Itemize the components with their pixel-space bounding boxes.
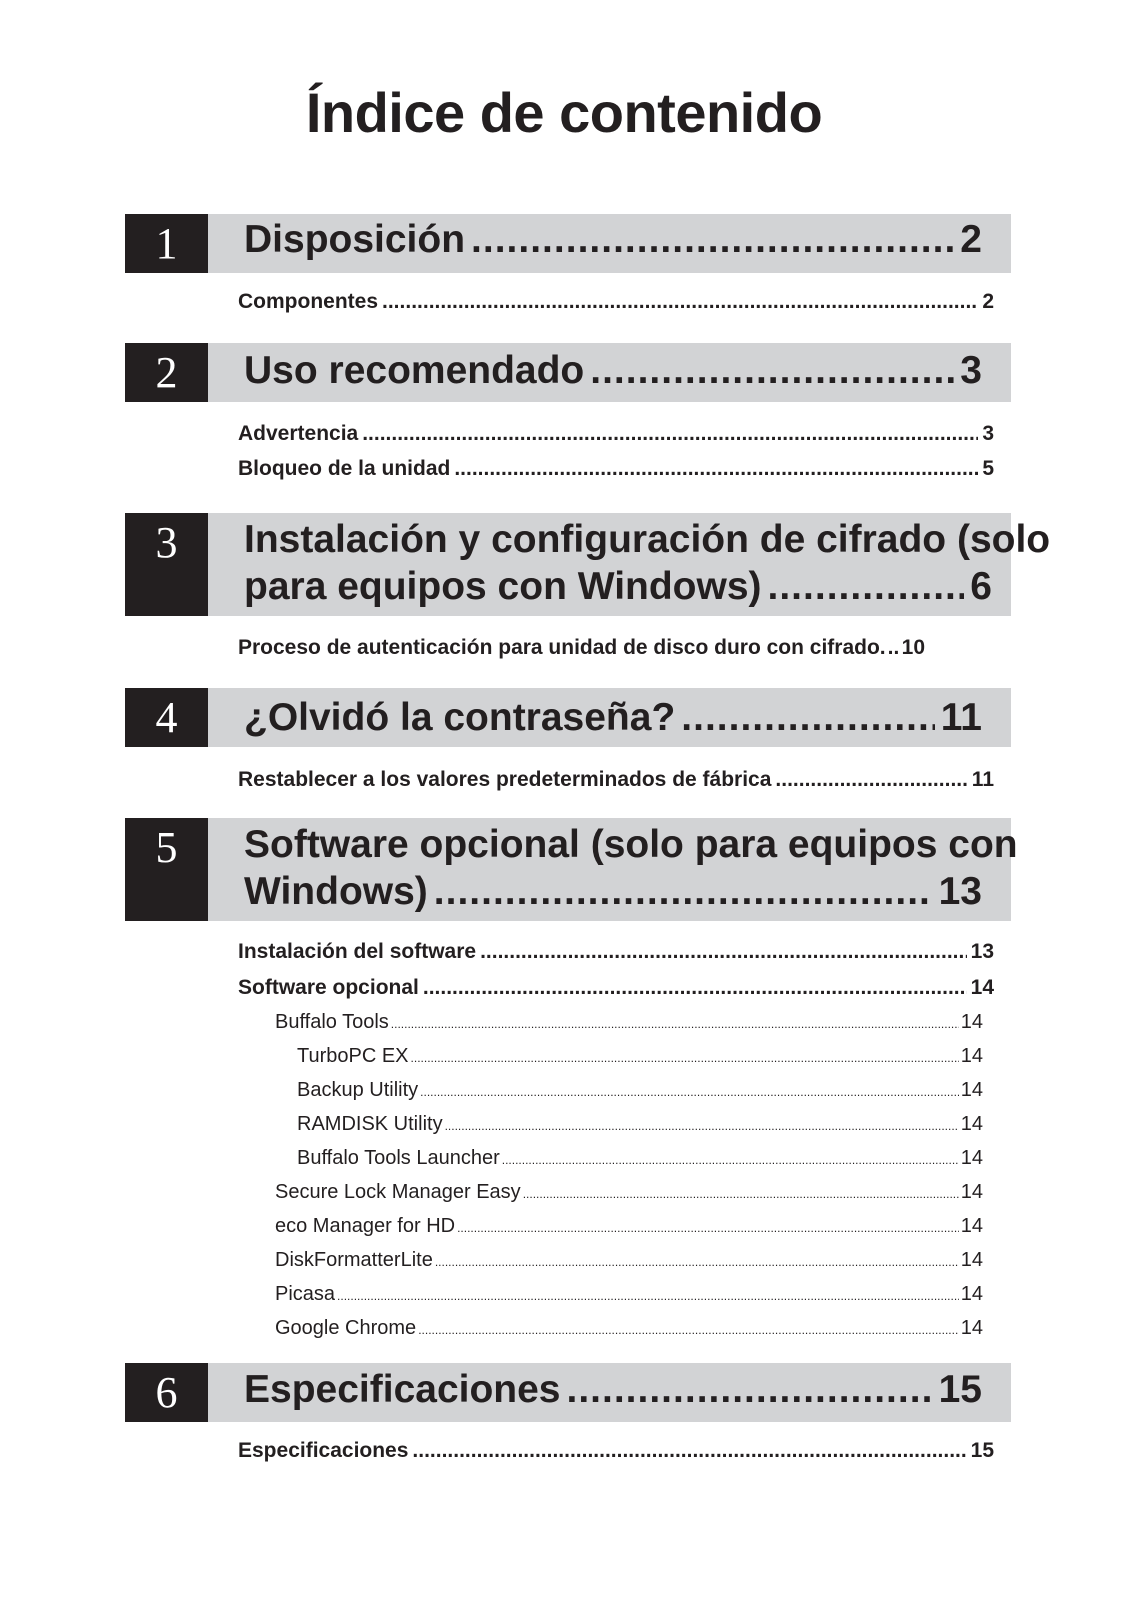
toc-entry[interactable]: Componentes ..... 2: [238, 290, 994, 314]
toc-entry[interactable]: Bloqueo de la unidad ..... 5: [238, 457, 994, 481]
chapter-number: 3: [125, 513, 208, 616]
toc-entry[interactable]: Instalación del software ..... 13: [238, 940, 994, 964]
toc-subentry[interactable]: Secure Lock Manager Easy ..... 14: [275, 1181, 983, 1204]
chapter-title[interactable]: Software opcional (solo para equipos con Windows) ..... 13: [244, 821, 982, 915]
page-number: 2: [960, 218, 982, 261]
toc-entry[interactable]: Proceso de autenticación para unidad de disco duro con cifrado. ..... 10: [238, 636, 994, 660]
toc-subentry[interactable]: Backup Utility ..... 14: [297, 1079, 983, 1102]
toc-subentry[interactable]: Picasa ..... 14: [275, 1283, 983, 1306]
toc-entry[interactable]: Restablecer a los valores predeterminados de fábrica ..... 11: [238, 768, 994, 792]
chapter-title[interactable]: Especificaciones ..... 15: [244, 1366, 982, 1413]
toc-subentry[interactable]: Buffalo Tools Launcher ..... 14: [297, 1147, 983, 1170]
toc-subentry[interactable]: Buffalo Tools ..... 14: [275, 1011, 983, 1034]
chapter-title[interactable]: Uso recomendado ..... 3: [244, 347, 982, 394]
toc-entry[interactable]: Advertencia ..... 3: [238, 422, 994, 446]
chapter-title[interactable]: ¿Olvidó la contraseña? ..... 11: [244, 694, 982, 741]
toc-subentry[interactable]: Google Chrome ..... 14: [275, 1317, 983, 1340]
toc-entry[interactable]: Software opcional ..... 14: [238, 976, 994, 1000]
chapter-title[interactable]: Disposición ..... 2: [244, 216, 982, 263]
page-number: 11: [940, 696, 982, 739]
page-title: Índice de contenido: [305, 81, 823, 144]
toc-subentry[interactable]: DiskFormatterLite ..... 14: [275, 1249, 983, 1272]
chapter-number: 2: [125, 343, 208, 402]
chapter-title[interactable]: Instalación y configuración de cifrado (solo para equipos con Windows) ..... 6: [244, 516, 992, 610]
toc-subentry[interactable]: eco Manager for HD ..... 14: [275, 1215, 983, 1238]
page-number: 15: [938, 1368, 982, 1411]
toc-subentry[interactable]: RAMDISK Utility ..... 14: [297, 1113, 983, 1136]
chapter-number: 4: [125, 688, 208, 747]
chapter-number: 5: [125, 818, 208, 921]
chapter-number: 1: [125, 214, 208, 273]
page-number: 3: [960, 349, 982, 392]
page-number: 6: [970, 565, 992, 608]
page-number: 13: [938, 870, 982, 913]
toc-subentry[interactable]: TurboPC EX ..... 14: [297, 1045, 983, 1068]
toc-entry[interactable]: Especificaciones ..... 15: [238, 1439, 994, 1463]
chapter-number: 6: [125, 1363, 208, 1422]
